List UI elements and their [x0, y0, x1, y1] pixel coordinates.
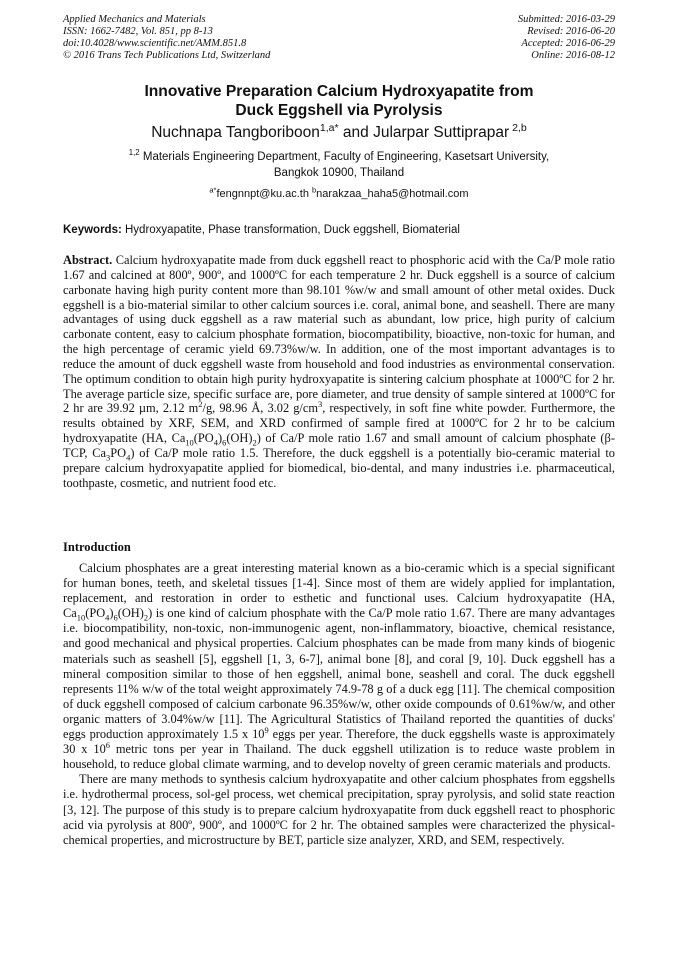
submitted-date: Submitted: 2016-03-29 [517, 14, 615, 25]
intro-text: ) [109, 606, 114, 621]
accepted-date: Accepted: 2016-06-29 [521, 38, 615, 49]
doi: doi:10.4028/www.scientific.net/AMM.851.8 [63, 38, 247, 49]
abstract-text: ) of Ca/P mole ratio 1.67 and small amount of calcium phosphate (β-TCP, Ca [63, 431, 615, 460]
abstract-text: (OH) [226, 431, 253, 446]
author-1-affil: 1,a* [319, 121, 339, 134]
intro-text: ) is one kind of calcium phosphate with the Ca/P mole ratio 1.67. There are many advantages i.e. biocompatibility, non-toxic, non-immunogenic agent, non-inflammatory, bioactive, chemical resistance, and good mechanical and physical properties. Calcium phosphates can be made from many kinds of biogenic materials such as seashell [5], eggshell [1, 3, 6-7], animal bone [8], and coral [9, 10]. Duck eggshell has a mineral composition similar to those of hen eggshell, animal bone, seashell and coral. The duck eggshell represents 11% w/w of the total weight approximately 74.9-78 g of a duck egg [11]. The chemical composition of duck eggshell composed of calcium carbonate 96.35%w/w, other oxide compounds of 0.61%w/w, and other organic matters of 3.04%w/w [11]. The Agricultural Statistics of Thailand reported the quantities of ducks' eggs production approximately 1.5 x 10 [63, 606, 615, 742]
title-line-2: Duck Eggshell via Pyrolysis [235, 102, 443, 119]
intro-text: (OH) [117, 606, 144, 621]
revised-date: Revised: 2016-06-20 [527, 26, 615, 37]
journal-name: Applied Mechanics and Materials [63, 14, 206, 25]
author-2: Jularpar Suttiprapar [373, 124, 510, 141]
intro-text: Calcium phosphates are a great interesting material known as a bio-ceramic which is a special significant for human bones, teeth, and skeletal tissues [1-4]. Since most of them are widely applied for implantation, replacement, and restoration in order to esthetic and functional uses. Calcium hydroxyapatite (HA, Ca [63, 561, 615, 621]
subscript: 4 [126, 452, 131, 463]
author-emails [63, 187, 615, 201]
email-a: fengnnpt@ku.ac.th [216, 188, 313, 200]
email-a-marker: a* [209, 185, 217, 195]
superscript: 9 [264, 724, 269, 735]
intro-text: eggs per year. Therefore, the duck eggshells waste is approximately 30 x 10 [63, 727, 615, 757]
introduction-body [63, 561, 615, 848]
introduction-heading: Introduction [63, 540, 131, 554]
keywords [63, 223, 615, 237]
superscript: 3 [318, 399, 323, 410]
author-conjunction: and [338, 124, 374, 141]
subscript: 10 [76, 612, 86, 623]
author-2-affil: 2,b [509, 121, 527, 134]
title-line-1: Innovative Preparation Calcium Hydroxyapatite from [144, 83, 534, 100]
author-list [63, 121, 615, 142]
online-date: Online: 2016-08-12 [531, 50, 615, 61]
abstract-label: Abstract. [63, 253, 113, 267]
superscript: 6 [105, 740, 110, 750]
superscript: 2 [198, 399, 203, 410]
abstract-text: ) of Ca/P mole ratio 1.5. Therefore, the duck eggshell is a potentially bio-ceramic material to prepare calcium hydroxyapatite applied for biomedical, bio-dental, and many industries i.e. pharmaceutical, toothpaste, cosmetic, and nutrient food etc. [63, 445, 615, 490]
subscript: 6 [222, 437, 227, 448]
abstract-text: (PO [193, 431, 214, 446]
abstract-text: Calcium hydroxyapatite made from duck eggshell react to phosphoric acid with the Ca/P mole ratio 1.67 and calcined at 800º, 900º, and 1000ºC for each temperature 2 hr. Duck eggshell is a source of calcium carbonate having high purity content more than 98.101 %w/w and small amount of other metal oxides. Duck eggshell is a bio-material similar to other calcium sources i.e. coral, animal bone, and seashell. There are many advantages of using duck eggshell as a raw material such as abundant, low price, high purity of calcium carbonate content, easy to calcium phosphate formation, biocompatibility, bioactive, non-toxic for human, and the high percentage of ceramic yield 69.73%w/w. In addition, one of the most important advantages is to reduce the amount of duck eggshell waste from household and food industries as environmental conservation. The optimum condition to obtain high purity hydroxyapatite is sintering calcium phosphate at 1000ºC for 2 hr. The average particle size, specific surface are, pore diameter, and true density of sample sintered at 1000ºC for 2 hr are 39.92 µm, 2.12 m [63, 253, 615, 416]
paper-title [63, 82, 615, 120]
abstract-text: PO [110, 445, 127, 460]
subscript: 2 [252, 437, 257, 448]
copyright: © 2016 Trans Tech Publications Ltd, Switzerland [63, 50, 271, 61]
intro-text: (PO [85, 606, 106, 621]
intro-paragraph-1 [63, 561, 615, 772]
keywords-label: Keywords: [63, 224, 122, 236]
email-b-marker: b [312, 185, 317, 195]
abstract-text: , respectively, in soft fine white powder. Furthermore, the results obtained by XRF, SEM, and XRD confirmed of sample fired at 1000ºC for 2 hr to be calcium hydroxyapatite (HA, Ca [63, 401, 615, 446]
subscript: 10 [185, 437, 194, 448]
journal-header-left [63, 14, 270, 62]
intro-text: metric tons per year in Thailand. The duck eggshell utilization is to reduce waste problem in household, to reduce global climate warming, and to develop novelty of green ceramic materials and products. [63, 742, 615, 772]
subscript: 4 [105, 612, 110, 623]
affiliation [63, 150, 615, 181]
subscript: 3 [106, 452, 111, 463]
subscript: 6 [113, 612, 118, 623]
abstract [63, 253, 615, 491]
subscript: 2 [143, 612, 149, 623]
subscript: 4 [213, 437, 218, 448]
intro-paragraph-2: There are many methods to synthesis calcium hydroxyapatite and other calcium phosphates from eggshells i.e. hydrothermal process, sol-gel process, wet chemical precipitation, spray pyrolysis, and solid state reaction [3, 12]. The purpose of this study is to prepare calcium hydroxyapatite from duck eggshell react to phosphoric acid via pyrolysis at 800º, 900º, and 1000ºC for 2 hr. The obtained samples were characterized the physical-chemical properties, and microstructure by BET, particle size analyzer, XRD, and SEM, respectively. [63, 772, 615, 847]
author-1: Nuchnapa Tangboriboon [151, 124, 320, 141]
abstract-text: ) [217, 431, 223, 446]
affiliation-marker: 1,2 [128, 148, 140, 158]
keywords-text: Hydroxyapatite, Phase transformation, Duck eggshell, Biomaterial [121, 224, 460, 236]
email-b: narakzaa_haha5@hotmail.com [316, 188, 469, 200]
affiliation-line-1: Materials Engineering Department, Faculty of Engineering, Kasetsart University, [139, 151, 550, 163]
abstract-text: /g, 98.96 Å, 3.02 g/cm [202, 401, 319, 416]
journal-header-right [518, 14, 615, 62]
issn: ISSN: 1662-7482, Vol. 851, pp 8-13 [63, 26, 213, 37]
affiliation-line-2: Bangkok 10900, Thailand [273, 166, 405, 179]
